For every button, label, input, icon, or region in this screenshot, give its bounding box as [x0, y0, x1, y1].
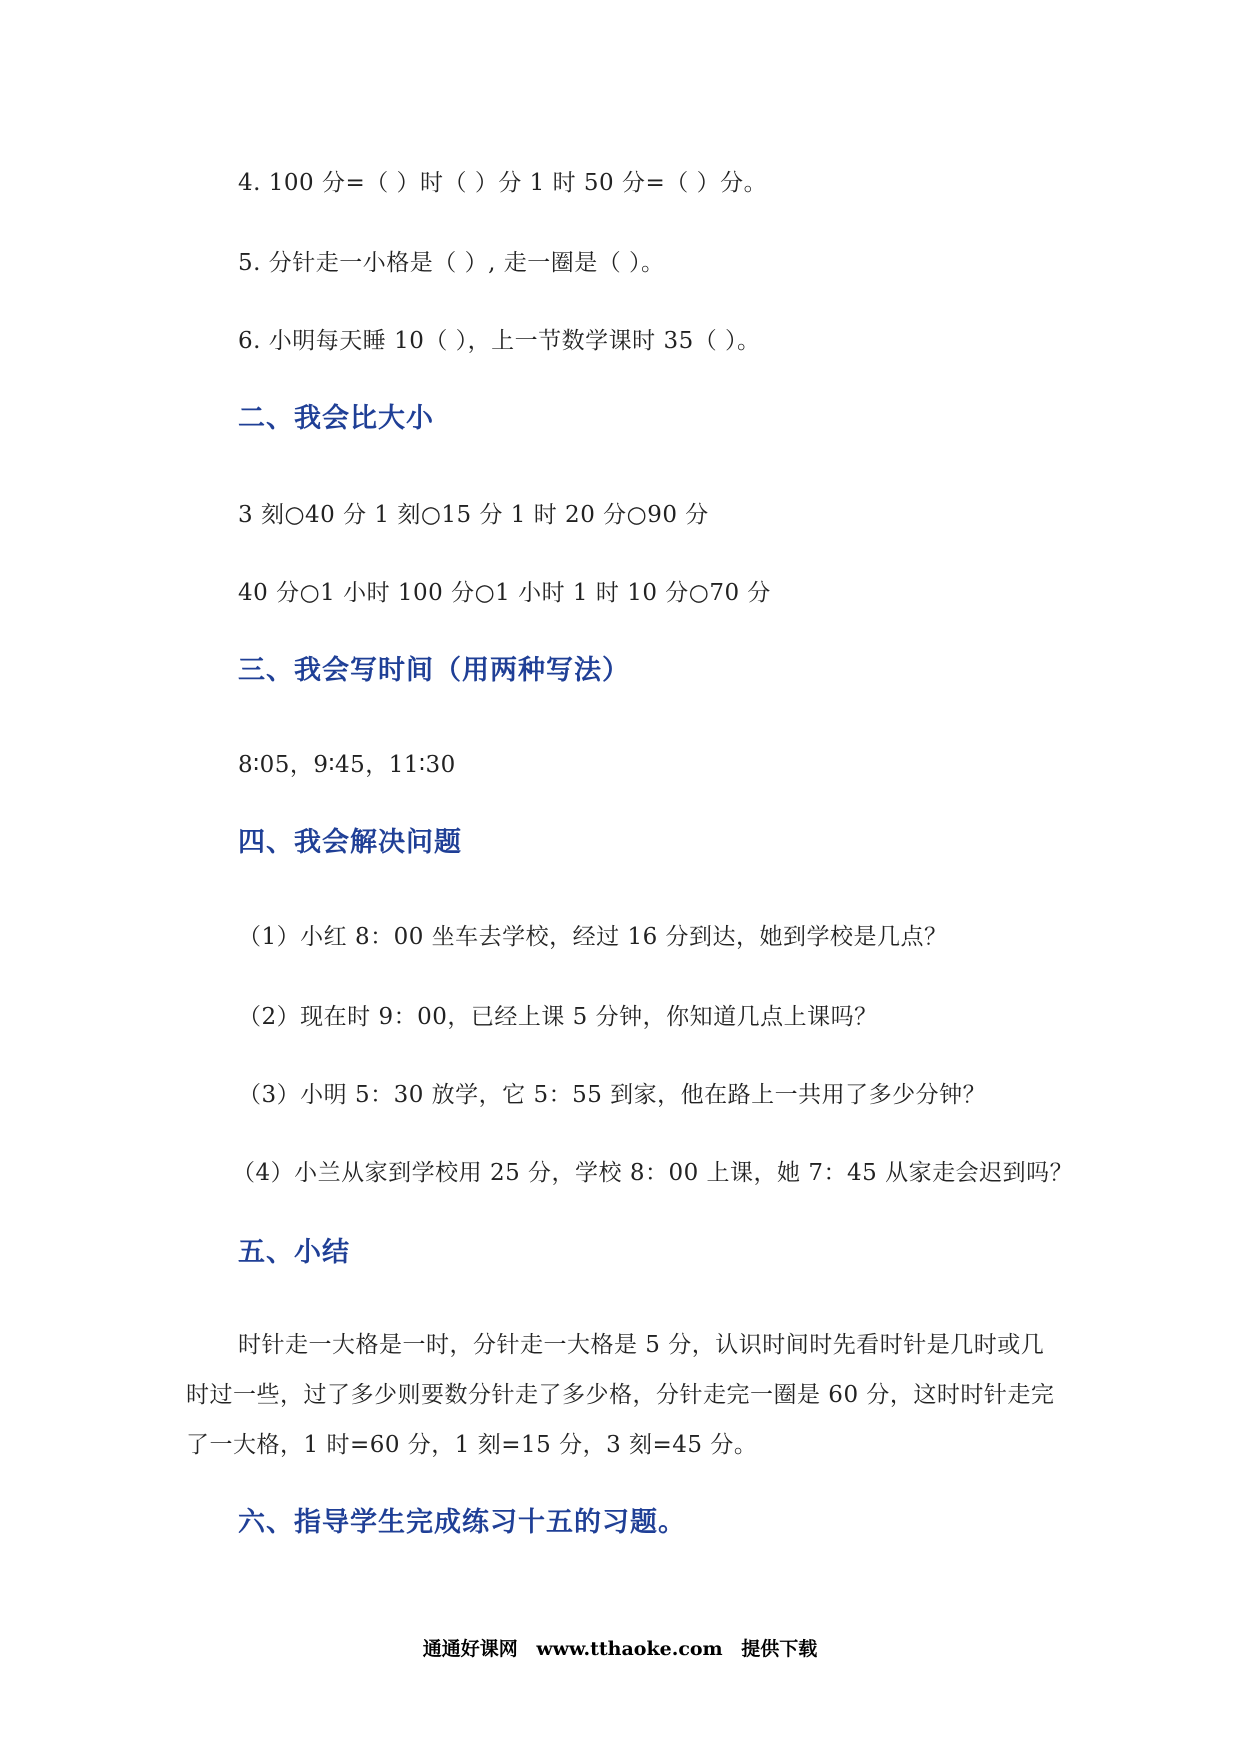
section-6-heading: 六、指导学生完成练习十五的习题。: [238, 1507, 686, 1538]
footer-suffix: 提供下载: [741, 1638, 818, 1660]
footer-url: www.tthaoke.com: [536, 1638, 723, 1660]
problem-3: （3）小明 5：30 放学，它 5：55 到家，他在路上一共用了多少分钟？: [238, 1082, 987, 1108]
time-line: 8∶05，9∶45，11∶30: [238, 752, 456, 778]
footer-site-name: 通通好课网: [422, 1638, 518, 1660]
summary-paragraph: 时针走一大格是一时，分针走一大格是 5 分，认识时间时先看时针是几时或几时过一些，过了多少则要数分针走了多少格，分针走完一圈是 60 分，这时时针走完了一大格，1 时=60 分，1 刻=15 分，3 刻=45 分。: [186, 1332, 1055, 1458]
question-5: 5. 分针走一小格是（ ）, 走一圈是（ ）。: [238, 250, 665, 276]
section-3-heading: 三、我会写时间（用两种写法）: [238, 655, 630, 686]
section-2-heading: 二、我会比大小: [238, 403, 434, 434]
problem-1: （1）小红 8：00 坐车去学校，经过 16 分到达，她到学校是几点？: [238, 924, 948, 950]
problem-2: （2）现在时 9：00，已经上课 5 分钟，你知道几点上课吗？: [238, 1004, 878, 1030]
section-4-heading: 四、我会解决问题: [238, 827, 462, 858]
compare-line-2: 40 分○1 小时 100 分○1 小时 1 时 10 分○70 分: [238, 580, 771, 606]
page-footer: [0, 1634, 1240, 1661]
problem-4: （4）小兰从家到学校用 25 分，学校 8：00 上课，她 7：45 从家走会迟到吗？: [232, 1160, 1074, 1186]
compare-line-1: 3 刻○40 分 1 刻○15 分 1 时 20 分○90 分: [238, 502, 709, 528]
section-5-heading: 五、小结: [238, 1237, 350, 1268]
question-4: 4. 100 分=（ ）时（ ）分 1 时 50 分=（ ）分。: [238, 170, 768, 196]
question-6: 6. 小明每天睡 10（ ），上一节数学课时 35（ ）。: [238, 328, 761, 354]
